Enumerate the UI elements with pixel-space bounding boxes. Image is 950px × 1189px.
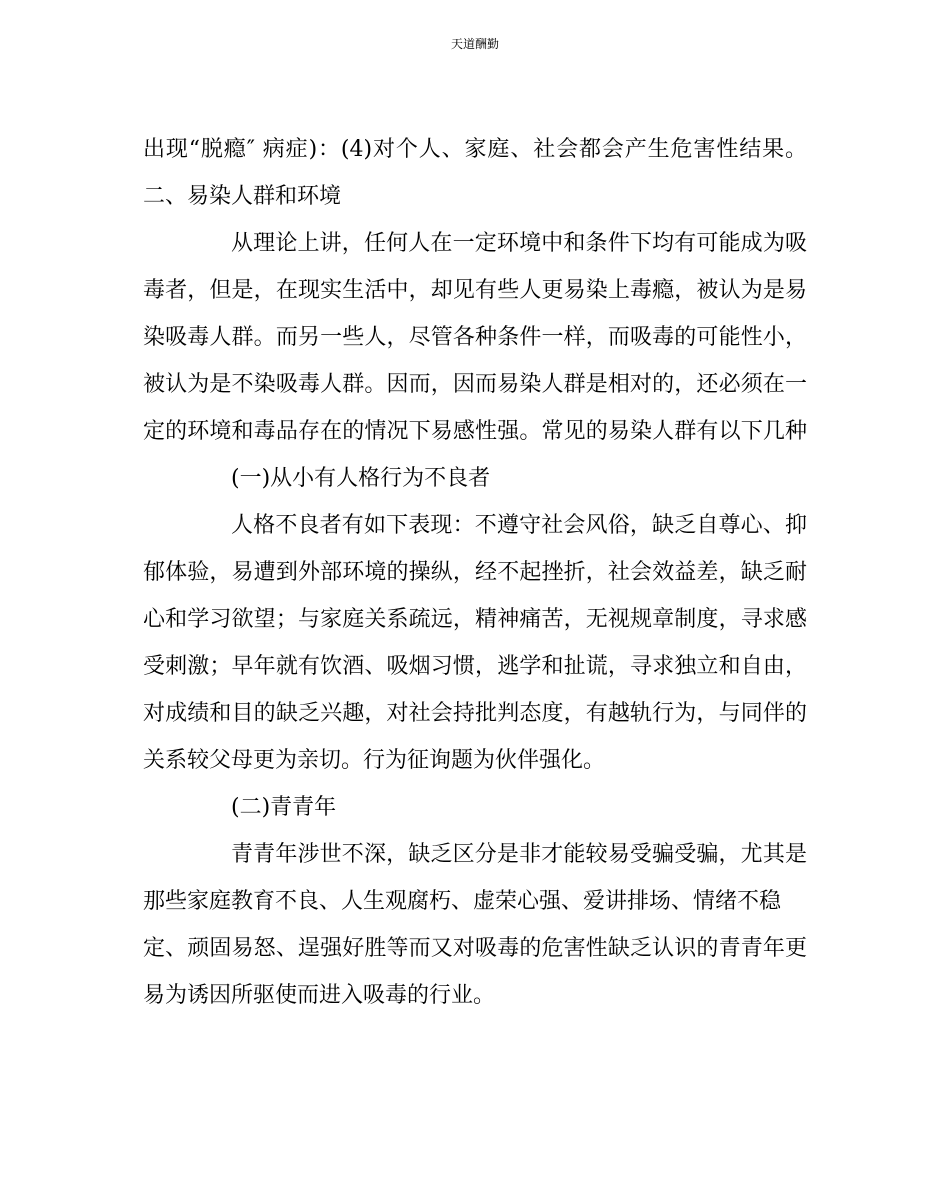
text-line: 人格不良者有如下表现：不遵守社会风俗，缺乏自尊心、抑 [231,513,807,538]
text-line: 关系较父母更为亲切。行为征询题为伙伴强化。 [143,748,606,773]
text-line: 定、顽固易怒、逞强好胜等而又对吸毒的危害性缺乏认识的青青年更 [143,936,807,961]
text-line: 心和学习欲望；与家庭关系疏远，精神痛苦，无视规章制度，寻求感 [143,607,807,632]
page-header: 天道酬勤 [450,37,499,51]
text-line: 毒者，但是，在现实生活中，却见有些人更易染上毒瘾，被认为是易 [143,278,807,303]
subsection-heading: (一)从小有人格行为不良者 [231,466,491,491]
text-line: 受刺激；早年就有饮酒、吸烟习惯，逃学和扯谎，寻求独立和自由， [143,654,807,679]
text-line: 定的环境和毒品存在的情况下易感性强。常见的易染人群有以下几种 [143,419,807,444]
section-heading: 二、易染人群和环境 [143,184,342,209]
text-line: 易为诱因所驱使而进入吸毒的行业。 [143,983,496,1008]
text-line: 那些家庭教育不良、人生观腐朽、虚荣心强、爱讲排场、情绪不稳 [143,889,782,914]
text-line: 从理论上讲，任何人在一定环境中和条件下均有可能成为吸 [231,231,807,256]
subsection-heading: (二)青青年 [231,795,337,820]
text-line: 青青年涉世不深，缺乏区分是非才能较易受骗受骗，尤其是 [231,842,807,867]
text-line: 被认为是不染吸毒人群。因而，因而易染人群是相对的，还必须在一 [143,372,807,397]
text-line: 出现“脱瘾″ 病症)：(4)对个人、家庭、社会都会产生危害性结果。 [143,137,807,162]
text-line: 染吸毒人群。而另一些人，尽管各种条件一样，而吸毒的可能性小， [143,325,807,350]
document-body [143,126,807,1019]
text-line: 郁体验，易遭到外部环境的操纵，经不起挫折，社会效益差，缺乏耐 [143,560,807,585]
text-line: 对成绩和目的缺乏兴趣，对社会持批判态度，有越轨行为，与同伴的 [143,701,807,726]
